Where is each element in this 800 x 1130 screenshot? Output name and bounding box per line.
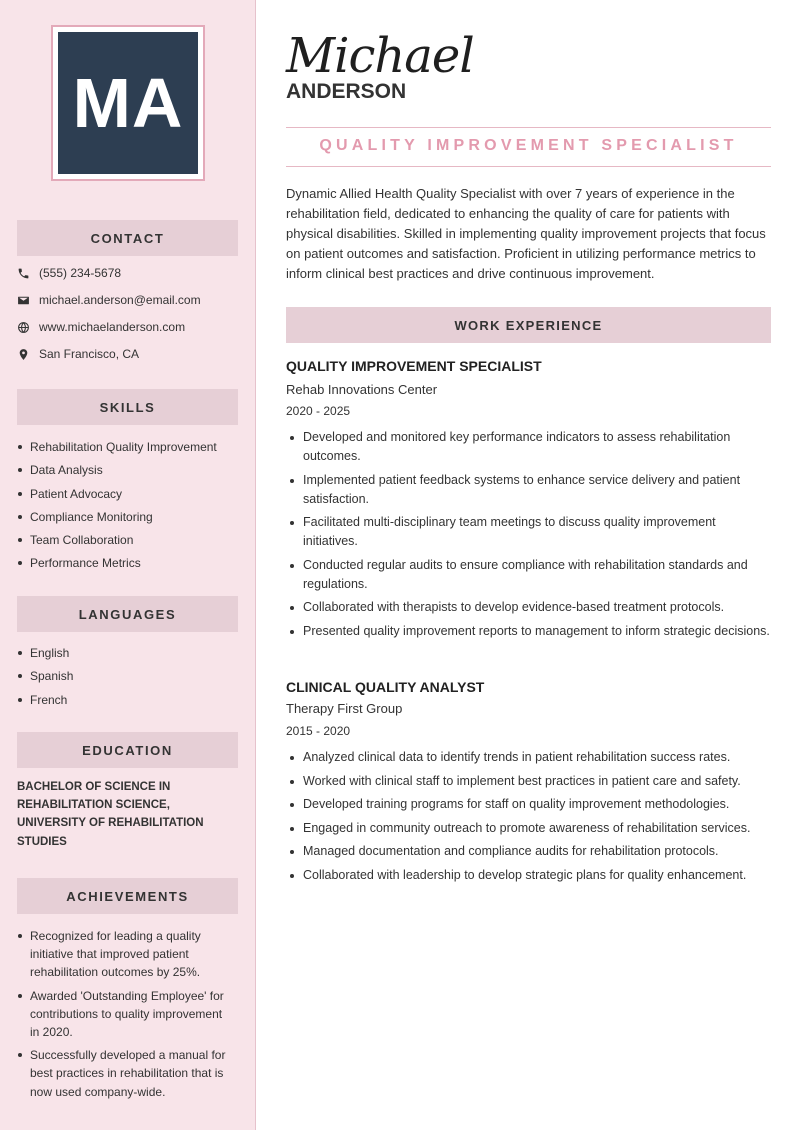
list-item: Developed and monitored key performance indicators to assess rehabilitation outcomes. bbox=[286, 428, 771, 466]
job-duties bbox=[286, 428, 771, 645]
last-name: ANDERSON bbox=[286, 80, 407, 103]
list-item: Compliance Monitoring bbox=[17, 508, 232, 531]
monogram-frame bbox=[51, 25, 205, 181]
contact-heading: CONTACT bbox=[17, 220, 238, 256]
contact-website bbox=[17, 317, 185, 337]
work-experience-heading: WORK EXPERIENCE bbox=[286, 307, 771, 343]
email-icon bbox=[17, 294, 30, 307]
list-item: Data Analysis bbox=[17, 461, 232, 484]
list-item: Team Collaboration bbox=[17, 531, 232, 554]
list-item: Collaborated with leadership to develop strategic plans for quality enhancement. bbox=[286, 866, 771, 885]
list-item: Recognized for leading a quality initiative that improved patient rehabilitation outcomes by 25%. bbox=[17, 927, 232, 982]
list-item: English bbox=[17, 644, 232, 667]
phone-icon bbox=[17, 267, 30, 280]
list-item: Conducted regular audits to ensure compliance with rehabilitation standards and regulations. bbox=[286, 556, 771, 594]
education-heading: EDUCATION bbox=[17, 732, 238, 768]
list-item: French bbox=[17, 691, 232, 714]
sidebar bbox=[0, 0, 256, 1130]
job-org: Therapy First Group bbox=[286, 701, 403, 716]
list-item: Spanish bbox=[17, 667, 232, 690]
achievements-heading: ACHIEVEMENTS bbox=[17, 878, 238, 914]
list-item: Analyzed clinical data to identify trends in patient rehabilitation success rates. bbox=[286, 748, 771, 767]
job-org: Rehab Innovations Center bbox=[286, 382, 438, 397]
contact-email-text: michael.anderson@email.com bbox=[39, 293, 201, 307]
list-item: Collaborated with therapists to develop evidence-based treatment protocols. bbox=[286, 598, 771, 617]
job-title: QUALITY IMPROVEMENT SPECIALIST bbox=[319, 137, 738, 154]
contact-phone-text: (555) 234-5678 bbox=[39, 266, 122, 280]
first-name: Michael bbox=[286, 28, 474, 84]
summary: Dynamic Allied Health Quality Specialist with over 7 years of experience in the rehabilitation field, dedicated to enhancing the quality of care for patients with physical disabilities. Skilled in implementing quality improvement projects that focus on patient outcomes and satisfaction. Proficient in utilizing performance metrics to inform clinical best practices and drive continuous improvement. bbox=[286, 186, 766, 281]
list-item: Developed training programs for staff on quality improvement methodologies. bbox=[286, 795, 771, 814]
contact-phone bbox=[17, 263, 121, 283]
skills-heading: SKILLS bbox=[17, 389, 238, 425]
languages-list bbox=[17, 644, 232, 714]
monogram: MA bbox=[58, 32, 198, 174]
location-pin-icon bbox=[17, 348, 30, 361]
contact-location-text: San Francisco, CA bbox=[39, 347, 140, 361]
skills-list bbox=[17, 438, 232, 578]
job-role: QUALITY IMPROVEMENT SPECIALIST bbox=[286, 358, 542, 374]
list-item: Patient Advocacy bbox=[17, 485, 232, 508]
list-item: Engaged in community outreach to promote awareness of rehabilitation services. bbox=[286, 819, 771, 838]
globe-icon bbox=[17, 321, 30, 334]
education-degree: BACHELOR OF SCIENCE IN REHABILITATION SCIENCE, UNIVERSITY OF REHABILITATION STUDIES bbox=[17, 781, 204, 848]
list-item: Performance Metrics bbox=[17, 554, 232, 577]
achievements-list bbox=[17, 927, 232, 1106]
title-rule-bottom bbox=[286, 166, 771, 167]
job-dates: 2020 - 2025 bbox=[286, 404, 351, 418]
languages-heading: LANGUAGES bbox=[17, 596, 238, 632]
contact-website-text: www.michaelanderson.com bbox=[39, 320, 186, 334]
list-item: Managed documentation and compliance audits for rehabilitation protocols. bbox=[286, 842, 771, 861]
list-item: Rehabilitation Quality Improvement bbox=[17, 438, 232, 461]
list-item: Worked with clinical staff to implement best practices in patient care and safety. bbox=[286, 772, 771, 791]
job-role: CLINICAL QUALITY ANALYST bbox=[286, 679, 485, 695]
contact-email bbox=[17, 290, 201, 310]
job-dates: 2015 - 2020 bbox=[286, 724, 351, 738]
list-item: Successfully developed a manual for best practices in rehabilitation that is now used company-wide. bbox=[17, 1046, 232, 1101]
contact-location bbox=[17, 344, 139, 364]
list-item: Facilitated multi-disciplinary team meetings to discuss quality improvement initiatives. bbox=[286, 513, 771, 551]
job-duties bbox=[286, 748, 771, 889]
list-item: Implemented patient feedback systems to enhance service delivery and patient satisfaction. bbox=[286, 471, 771, 509]
title-rule-top bbox=[286, 127, 771, 128]
list-item: Awarded 'Outstanding Employee' for contributions to quality improvement in 2020. bbox=[17, 987, 232, 1042]
list-item: Presented quality improvement reports to management to inform strategic decisions. bbox=[286, 622, 771, 641]
